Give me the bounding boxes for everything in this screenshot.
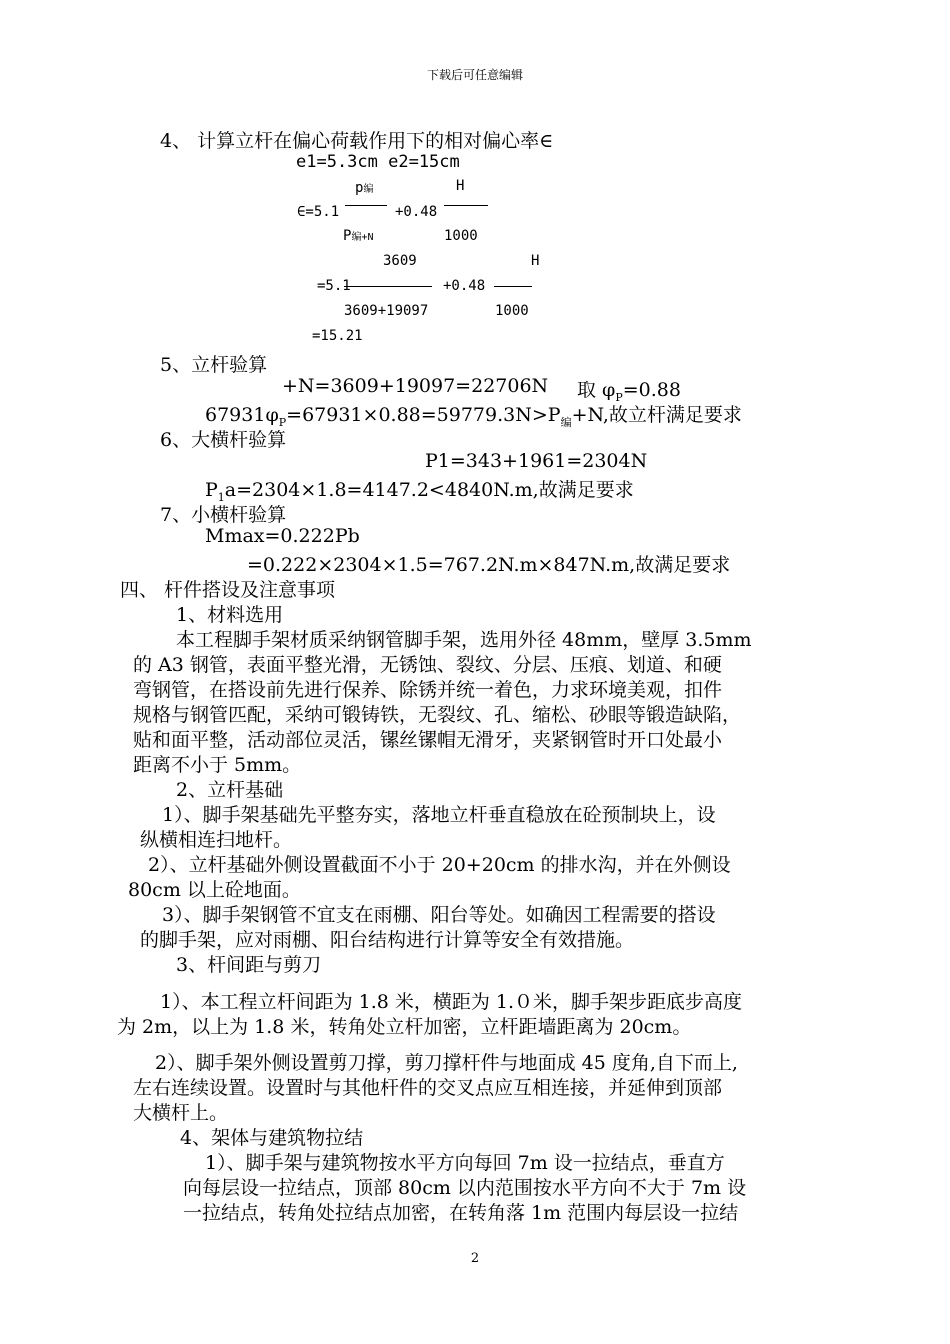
big-bar-line1: P1=343+1961=2304N xyxy=(425,450,648,472)
formula2-numerator-3609: 3609 xyxy=(383,253,417,269)
pole-line2: $67931\varphi_P=67931\times 0.88=59779.3N>P_编+N$,故立杆满足要求 xyxy=(205,404,742,429)
spacing-line: 为 2m，以上为 1.8 米，转角处立杆加密，立杆距墙距离为 20cm。 xyxy=(117,1016,692,1038)
formula2-lhs: =5.1 xyxy=(317,278,351,294)
foundation-heading: 2、立杆基础 xyxy=(176,779,284,801)
formula2-fraction-bar-2 xyxy=(494,286,532,287)
ties-heading: 4、架体与建筑物拉结 xyxy=(180,1127,364,1149)
spacing-line: 1）、本工程立杆间距为 1.8 米，横距为 1.０米，脚手架步距底步高度 xyxy=(160,991,743,1013)
formula1-fraction-bar-1 xyxy=(345,205,387,206)
pole-heading: 5、立杆验算 xyxy=(160,354,268,376)
formula1-numerator-p: p编 xyxy=(355,180,374,196)
spacing-line: 2）、脚手架外侧设置剪刀撑，剪刀撑杆件与地面成 45 度角,自下而上, xyxy=(155,1052,738,1074)
spacing-heading: 3、杆间距与剪刀 xyxy=(176,954,322,976)
foundation-line: 的脚手架，应对雨棚、阳台结构进行计算等安全有效措施。 xyxy=(140,929,635,951)
formula2-denominator-sum: 3609+19097 xyxy=(344,303,429,319)
section4-heading: 四、 杆件搭设及注意事项 xyxy=(120,579,336,601)
ties-line: 一拉结点，转角处拉结点加密，在转角落 1m 范围内每层设一拉结 xyxy=(183,1202,739,1224)
foundation-line: 3）、脚手架钢管不宜支在雨棚、阳台等处。如确因工程需要的搭设 xyxy=(162,904,716,926)
formula2-plus: +0.48 xyxy=(443,278,486,294)
page-number: 2 xyxy=(470,1251,480,1266)
materials-line: 贴和面平整，活动部位灵活，镙丝镙帽无滑牙，夹紧钢管时开口处最小 xyxy=(133,729,723,751)
eccentric-heading: 4、 计算立杆在偏心荷载作用下的相对偏心率∈ xyxy=(160,130,554,152)
formula1-denominator-1000: 1000 xyxy=(444,228,478,244)
materials-line: 弯钢管，在搭设前先进行保养、除锈并统一着色，力求环境美观，扣件 xyxy=(133,679,723,701)
ties-line: 1）、脚手架与建筑物按水平方向每回 7m 设一拉结点，垂直方 xyxy=(205,1152,725,1174)
small-bar-heading: 7、小横杆验算 xyxy=(160,504,287,526)
small-bar-line2: =0.222×2304×1.5=767.2N.m×847N.m,故满足要求 xyxy=(247,554,731,576)
page-header: 下载后可任意编辑 xyxy=(426,68,523,82)
pole-line1: +N=3609+19097=22706N xyxy=(282,375,549,397)
materials-heading: 1、材料选用 xyxy=(176,604,284,626)
pole-line1-take: 取 $\varphi_P=0.88$ xyxy=(577,379,681,404)
formula2-denominator-1000: 1000 xyxy=(495,303,529,319)
spacing-line: 大横杆上。 xyxy=(133,1102,229,1124)
ties-line: 向每层设一拉结点，顶部 80cm 以内范围按水平方向不大于 7m 设 xyxy=(183,1177,747,1199)
small-bar-line1: Mmax=0.222Pb xyxy=(205,525,360,547)
formula2-fraction-bar-1 xyxy=(344,286,432,287)
materials-line: 距离不小于 5mm。 xyxy=(133,754,302,776)
e-values: e1=5.3cm e2=15cm xyxy=(296,152,460,172)
foundation-line: 80cm 以上砼地面。 xyxy=(128,879,301,901)
foundation-line: 2）、立杆基础外侧设置截面不小于 20+20cm 的排水沟，并在外侧设 xyxy=(148,854,731,876)
materials-line: 规格与钢管匹配，采纳可锻铸铁，无裂纹、孔、缩松、砂眼等锻造缺陷， xyxy=(133,704,742,726)
formula1-fraction-bar-2 xyxy=(444,205,488,206)
big-bar-heading: 6、大横杆验算 xyxy=(160,429,287,451)
materials-line: 的 A3 钢管，表面平整光滑，无锈蚀、裂纹、分层、压痕、划道、和硬 xyxy=(133,654,722,676)
formula2-numerator-h: H xyxy=(531,253,540,269)
big-bar-line2: $P_1a=2304\times 1.8=4147.2<4840N.m$,故满足要求 xyxy=(205,479,634,504)
formula1-lhs: ∈=5.1 xyxy=(297,204,340,220)
formula1-numerator-h: H xyxy=(456,178,465,194)
materials-line: 本工程脚手架材质采纳钢管脚手架，选用外径 48mm，壁厚 3.5mm xyxy=(176,629,752,651)
eccentric-result: =15.21 xyxy=(312,328,363,344)
formula1-denominator-p: P编+N xyxy=(343,228,374,244)
foundation-line: 1）、脚手架基础先平整夯实，落地立杆垂直稳放在砼预制块上，设 xyxy=(162,804,716,826)
formula1-plus: +0.48 xyxy=(395,204,438,220)
foundation-line: 纵横相连扫地杆。 xyxy=(140,829,293,851)
spacing-line: 左右连续设置。设置时与其他杆件的交叉点应互相连接，并延伸到顶部 xyxy=(133,1077,723,1099)
